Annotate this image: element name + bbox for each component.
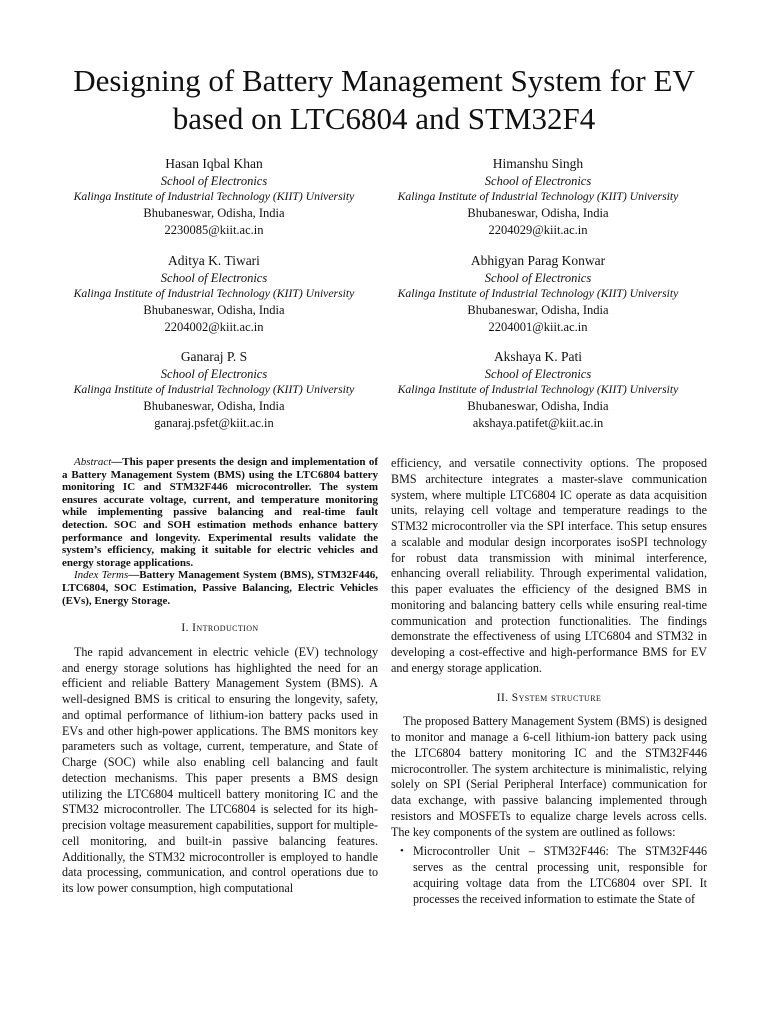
list-item <box>400 844 707 907</box>
author-name: Hasan Iqbal Khan <box>165 156 263 171</box>
index-terms-lead: Index Terms <box>74 569 129 582</box>
author-block <box>44 348 384 431</box>
author-department: School of Electronics <box>484 271 592 285</box>
body-paragraph: The rapid advancement in electric vehicle (EV) technology and energy storage solutions has highlighted the need for an efficient and reliable Battery Management System (BMS). A well-designed BMS is critical to ensuring the longevity, safety, and optimal performance of lithium-ion battery packs used in EVs and other high-power applications. The BMS monitors key parameters such as voltage, current, temperature, and State of Charge (SOC) while also enabling cell balancing and fault detection mechanisms. This paper presents a BMS design utilizing the LTC6804 multicell battery monitoring IC and the STM32 microcontroller. The LTC6804 is selected for its high-precision voltage measurement capabilities, support for multiple-cell monitoring, and built-in passive balancing features. Additionally, the STM32 microcontroller is employed to handle data processing, communication, and control operations due to its low power consumption, high computational <box>62 644 378 896</box>
left-column <box>62 456 378 897</box>
author-name: Abhigyan Parag Konwar <box>470 253 606 268</box>
author-location: Bhubaneswar, Odisha, India <box>143 303 285 318</box>
author-institution: Kalinga Institute of Industrial Technology (KIIT) University <box>73 383 355 397</box>
author-institution: Kalinga Institute of Industrial Technology (KIIT) University <box>397 190 679 204</box>
author-location: Bhubaneswar, Odisha, India <box>467 303 609 318</box>
bullet-icon: • <box>400 845 404 858</box>
author-email: 2204001@kiit.ac.in <box>488 319 588 334</box>
author-institution: Kalinga Institute of Industrial Technology (KIIT) University <box>397 287 679 301</box>
body-paragraph: efficiency, and versatile connectivity options. The proposed BMS architecture integrates a master-slave communication system, where multiple LTC6804 IC operate as data acquisition units, relaying cell voltage and temperature readings to the STM32 microcontroller via the SPI interface. This setup ensures a scalable and modular design incorporates isoSPI technology for robust data transmission with minimal interference, enhancing overall reliability. Through experimental validation, this paper evaluates the efficiency of the designed BMS in monitoring and balancing battery cells while ensuring real-time communication and protection functionalities. The findings demonstrate the effectiveness of using LTC6804 and STM32 in developing a cost-effective and high-performance BMS for EV and energy storage application. <box>391 456 707 675</box>
bullet-list <box>391 844 707 907</box>
abstract-text: —This paper presents the design and implementation of a Battery Management System (BMS) using the LTC6804 battery monitoring IC and STM32F446 microcontroller. The system ensures accurate voltage, current, and temperature monitoring while implementing passive balancing and real-time fault detection. SOC and SOH estimation methods enhance battery performance and longevity. Experimental results validate the system’s efficiency, making it suitable for electric vehicles and energy storage applications. <box>62 456 378 569</box>
author-institution: Kalinga Institute of Industrial Technology (KIIT) University <box>397 383 679 397</box>
paper-title: Designing of Battery Management System for EV based on LTC6804 and STM32F4 <box>73 63 695 136</box>
author-name: Akshaya K. Pati <box>493 349 583 364</box>
section-heading: I. Introduction <box>181 622 259 635</box>
author-email: 2204029@kiit.ac.in <box>488 222 588 237</box>
abstract-lead: Abstract <box>74 456 112 468</box>
author-name: Ganaraj P. S <box>180 349 248 364</box>
list-item-text: Microcontroller Unit – STM32F446: The STM32F446 serves as the central processing unit, responsible for acquiring voltage data from the LTC6804 over SPI. It processes the received information to estimate the State of <box>413 844 707 906</box>
author-department: School of Electronics <box>160 174 268 188</box>
author-block <box>368 348 708 431</box>
index-terms-text: —Battery Management System (BMS), STM32F446, LTC6804, SOC Estimation, Passive Balancing, Electric Vehicles (EVs), Energy Storage. <box>62 569 378 607</box>
author-department: School of Electronics <box>160 271 268 285</box>
author-department: School of Electronics <box>484 367 592 381</box>
index-terms <box>62 569 378 607</box>
author-institution: Kalinga Institute of Industrial Technology (KIIT) University <box>73 287 355 301</box>
author-block <box>368 155 708 238</box>
author-email: akshaya.patifet@kiit.ac.in <box>472 415 604 430</box>
author-email: ganaraj.psfet@kiit.ac.in <box>154 415 274 430</box>
author-location: Bhubaneswar, Odisha, India <box>467 399 609 414</box>
author-department: School of Electronics <box>160 367 268 381</box>
section-heading: II. System structure <box>496 691 602 704</box>
author-email: 2230085@kiit.ac.in <box>164 222 264 237</box>
abstract <box>62 456 378 569</box>
author-email: 2204002@kiit.ac.in <box>164 319 264 334</box>
author-institution: Kalinga Institute of Industrial Technology (KIIT) University <box>73 190 355 204</box>
author-block <box>44 155 384 238</box>
author-block <box>368 252 708 335</box>
right-column <box>391 456 707 907</box>
author-name: Himanshu Singh <box>492 156 584 171</box>
author-location: Bhubaneswar, Odisha, India <box>143 206 285 221</box>
body-paragraph: The proposed Battery Management System (BMS) is designed to monitor and manage a 6-cell lithium-ion battery pack using the LTC6804 battery monitoring IC and the STM32F446 microcontroller. The system architecture is minimalistic, relying solely on SPI (Serial Peripheral Interface) communication for data exchange, with passive balancing implemented through resistors and MOSFETs to equalize charge levels across cells. The key components of the system are outlined as follows: <box>391 714 707 839</box>
author-department: School of Electronics <box>484 174 592 188</box>
author-location: Bhubaneswar, Odisha, India <box>143 399 285 414</box>
author-name: Aditya K. Tiwari <box>168 253 260 268</box>
author-block <box>44 252 384 335</box>
author-location: Bhubaneswar, Odisha, India <box>467 206 609 221</box>
